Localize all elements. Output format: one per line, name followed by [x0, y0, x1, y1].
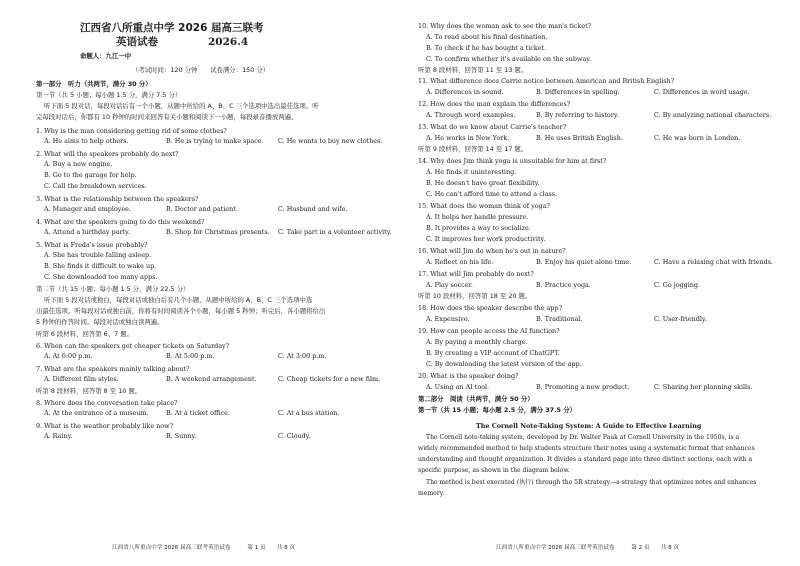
option-b: B. Promoting a new product.: [536, 383, 630, 391]
option-a: A. Different film styles.: [44, 375, 119, 383]
passage-line: memory.: [418, 490, 445, 497]
question-15: 15. What does the woman think of yoga?: [418, 202, 550, 210]
question-4: 4. What are the speakers going to do this weekend?: [36, 218, 205, 226]
passage-line: understanding and thought organization. It divides a standard page into three distinct sections, each with a: [418, 456, 753, 463]
sec1-instruction: 听下面 5 段对话，每段对话后有一个小题，从题中所给的 A、B、C 三个选项中选出最佳选项。听: [44, 102, 319, 110]
question-17: 17. What will Jim probably do next?: [418, 270, 534, 278]
option-b: B. Enjoy his quiet alone time.: [536, 258, 632, 266]
option-a: A. Play soccer.: [426, 281, 473, 289]
question-8: 8. Where does the conversation take place?: [36, 399, 178, 407]
option-b: B. By creating a VIP account of ChatGPT.: [426, 349, 560, 357]
option-b: B. He doesn't have great flexibility.: [426, 179, 540, 187]
option-b: B. Shop for Christmas presents.: [166, 228, 270, 236]
sec1-instruction: 完每段对话后，你都有 10 秒钟的时间来回答有关小题和阅读下一小题，每段录音播放两遍。: [36, 113, 298, 121]
option-c: C. Sharing her planning skills.: [654, 383, 753, 391]
option-a: A. Attend a birthday party.: [44, 228, 130, 236]
question-16: 16. What will Jim do when he's out in nature?: [418, 247, 566, 255]
part2-sec1-title: 第一节（共 15 小题；每小题 2.5 分，满分 37.5 分）: [418, 406, 576, 414]
page-footer-right: 江西省八所重点中学 2026 届高三联考英语试卷 第 2 页 共 8 页: [496, 545, 680, 551]
sec2-instruction: 听下面 5 段对话或独白，每段对话或独白后有几个小题，从题中所给的 A、B、C 三个选项中选: [44, 296, 313, 304]
option-a: A. Using an AI tool.: [426, 383, 490, 391]
option-c: C. At 3:00 p.m.: [278, 352, 327, 360]
question-14: 14. Why does Jim think yoga is unsuitable for him at first?: [418, 157, 607, 165]
option-c: C. Differences in word usage.: [654, 88, 750, 96]
option-b: B. To check if he has bought a ticket.: [426, 44, 547, 52]
question-1: 1. Why is the man considering getting rid of some clothes?: [36, 127, 227, 135]
passage-title: The Cornell Note-Taking System: A Guide to Effective Learning: [476, 422, 702, 430]
option-a: A. He works in New York.: [426, 134, 510, 142]
option-c: C. At a bus station.: [278, 409, 340, 417]
page-footer-left: 江西省八所重点中学 2026 届高三联考英语试卷 第 1 页 共 8 页: [112, 545, 296, 551]
option-b: B. He uses British English.: [536, 134, 623, 142]
option-a: A. Reflect on his life.: [426, 258, 494, 266]
option-b: B. Traditional.: [536, 315, 583, 323]
option-b: B. A weekend arrangement.: [166, 375, 257, 383]
option-b: B. Go to the garage for help.: [44, 171, 137, 179]
part2-title: 第二部分 阅读（共两节，满分 50 分）: [418, 395, 534, 403]
material-note: 听第 6 段材料，回答第 6、7 题。: [36, 330, 134, 338]
question-10: 10. Why does the woman ask to see the man's ticket?: [418, 22, 592, 30]
option-c: C. He can't afford time to attend a class.: [426, 190, 558, 198]
question-13: 13. What do we know about Carrie's teacher?: [418, 123, 567, 131]
exam-info: （考试时间：120 分钟 试卷满分：150 分）: [132, 66, 270, 74]
option-b: B. Doctor and patient.: [166, 205, 238, 213]
question-2: 2. What will the speakers probably do next?: [36, 150, 179, 158]
option-c: C. By downloading the latest version of the app.: [426, 360, 582, 368]
question-12: 12. How does the man explain the differences?: [418, 100, 571, 108]
option-c: C. She downloaded too many apps.: [44, 273, 158, 281]
passage-line: specific purpose, as shown in the diagram below.: [418, 467, 570, 474]
option-a: A. Rainy.: [44, 432, 73, 440]
option-a: A. At the entrance of a museum.: [44, 409, 149, 417]
option-c: C. Husband and wife.: [278, 205, 348, 213]
option-b: B. It provides a way to socialize.: [426, 224, 531, 232]
material-note: 听第 9 段材料，回答第 14 至 17 题。: [418, 145, 528, 153]
option-a: A. By paying a monthly charge.: [426, 338, 528, 346]
option-c: C. Take part in a volunteer activity.: [278, 228, 392, 236]
question-19: 19. How can people access the AI function?: [418, 327, 560, 335]
question-3: 3. What is the relationship between the speakers?: [36, 195, 199, 203]
exam-date: 2026.4: [208, 36, 249, 48]
school-title: 江西省八所重点中学 2026 届高三联考: [80, 22, 264, 34]
part1-title: 第一部分 听力（共两节，满分 30 分）: [36, 80, 152, 88]
option-b: B. At a ticket office.: [166, 409, 230, 417]
option-a: A. Manager and employee.: [44, 205, 131, 213]
option-c: C. Go jogging.: [654, 281, 701, 289]
question-6: 6. When can the speakers get cheaper tickets on Saturday?: [36, 342, 230, 350]
question-7: 7. What are the speakers mainly talking about?: [36, 365, 190, 373]
option-a: A. He aims to help others.: [44, 137, 129, 145]
option-c: C. Cloudy.: [278, 432, 311, 440]
question-18: 18. How does the speaker describe the app?: [418, 304, 562, 312]
option-a: A. Differences in sound.: [426, 88, 504, 96]
left-column: [36, 0, 402, 566]
option-b: B. Practice yoga.: [536, 281, 591, 289]
option-c: C. User-friendly.: [654, 315, 707, 323]
option-b: B. Sunny.: [166, 432, 197, 440]
right-column: [418, 0, 784, 566]
option-a: A. He finds it uninteresting.: [426, 168, 517, 176]
material-note: 听第 8 段材料，回答第 8 至 10 题。: [36, 387, 142, 395]
option-b: B. Differences in spelling.: [536, 88, 620, 96]
option-a: A. It helps her handle pressure.: [426, 213, 529, 221]
option-c: C. By analyzing national characters.: [654, 111, 772, 119]
passage-line: The Cornell note-taking system, developed by Dr. Walter Pauk at Cornell University in the 1950s, is a: [426, 434, 740, 441]
question-9: 9. What is the weather probably like now?: [36, 422, 173, 430]
option-b: B. She finds it difficult to wake up.: [44, 262, 157, 270]
option-b: B. He is trying to make space.: [166, 137, 264, 145]
setter: 命题人：九江一中: [80, 52, 132, 60]
option-c: C. To confirm whether it's available on the subway.: [426, 55, 592, 63]
question-20: 20. What is the speaker doing?: [418, 372, 519, 380]
option-c: C. Cheap tickets for a new film.: [278, 375, 381, 383]
sec2-instruction: 出最佳选项。听每段对话或独白前，你将有时间阅读各个小题，每小题 5 秒钟；听完后，各小题将给出: [36, 307, 326, 315]
option-c: C. Call the breakdown services.: [44, 182, 147, 190]
option-b: B. At 5:00 p.m.: [166, 352, 215, 360]
option-a: A. She has trouble falling asleep.: [44, 251, 152, 259]
option-a: A. Through word examples.: [426, 111, 516, 119]
option-a: A. Expensive.: [426, 315, 470, 323]
option-a: A. At 6:00 p.m.: [44, 352, 93, 360]
option-c: C. He was born in London.: [654, 134, 741, 142]
option-a: A. To read about his final destination.: [426, 33, 548, 41]
question-5: 5. What is Freda's issue probably?: [36, 241, 148, 249]
part1-sec2-title: 第二节（共 15 小题；每小题 1.5 分，满分 22.5 分）: [36, 285, 190, 293]
passage-line: The method is best executed (执行) through the 5R strategy—a strategy that optimizes notes and enhances: [426, 479, 757, 486]
option-c: C. He wants to buy new clothes.: [278, 137, 383, 145]
option-c: C. It improves her work productivity.: [426, 235, 546, 243]
passage-line: widely recommended method to help students structure their notes using a systematic format that enhances: [418, 445, 755, 452]
part1-sec1-title: 第一节（共 5 小题；每小题 1.5 分，满分 7.5 分）: [36, 91, 182, 99]
sec2-instruction: 5 秒钟的作答时间。每段对话或独白读两遍。: [36, 318, 164, 326]
option-c: C. Have a relaxing chat with friends.: [654, 258, 774, 266]
option-b: B. By referring to history.: [536, 111, 619, 119]
material-note: 听第 10 段材料，回答第 18 至 20 题。: [418, 292, 532, 300]
option-a: A. Buy a new engine.: [44, 160, 113, 168]
material-note: 听第 8 段材料，回答第 11 至 13 题。: [418, 66, 528, 74]
subject-title: 英语试卷: [116, 36, 158, 48]
question-11: 11. What difference does Carrie notice between American and British English?: [418, 77, 675, 85]
